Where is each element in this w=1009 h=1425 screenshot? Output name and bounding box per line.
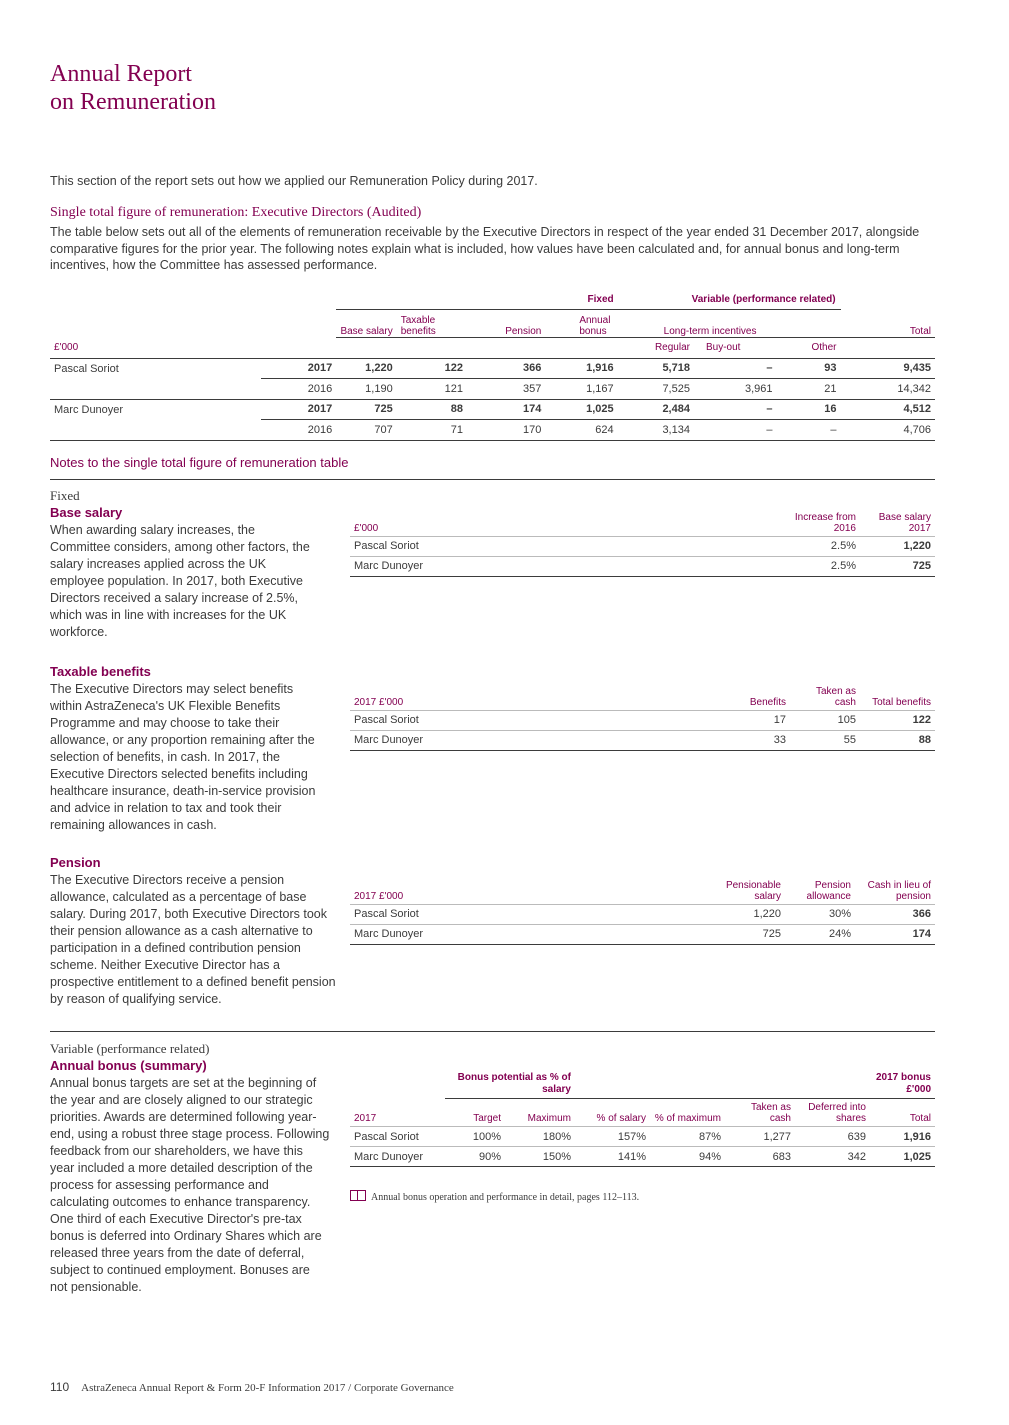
cell-total: 1,025 — [870, 1147, 935, 1167]
row-year: 2017 — [261, 358, 336, 379]
row-year: 2016 — [261, 420, 336, 441]
fixed-title: Fixed — [50, 488, 80, 503]
cell-target: 100% — [445, 1127, 505, 1147]
table-row — [350, 1127, 935, 1147]
cell-base: 1,190 — [336, 379, 397, 400]
base-salary-table — [350, 508, 935, 577]
page-footer — [50, 1380, 454, 1394]
col-lti: Long-term incentives — [618, 310, 841, 338]
bonus-reference[interactable] — [350, 1190, 639, 1203]
cell-total: 122 — [860, 710, 935, 730]
col-maximum: Maximum — [505, 1099, 575, 1127]
cell-other: 16 — [777, 399, 841, 420]
divider — [50, 479, 935, 480]
col-base-salary-2017: Base salary 2017 — [860, 508, 935, 536]
cell-taxable: 121 — [397, 379, 467, 400]
section-body: The table below sets out all of the elements of remuneration receivable by the Executive Directors in respect of the year ended 31 December 2017, alongside comparative figures for the prior year. The following notes explain what is included, how values have been calculated and, for annual bonus and long-term incentives, how the Committee has assessed performance. — [50, 225, 920, 272]
row-year: 2016 — [261, 379, 336, 400]
table-row — [350, 730, 935, 750]
taxable-benefits-table — [350, 682, 935, 751]
cell-annual: 624 — [545, 420, 617, 441]
unit-label: £'000 — [50, 338, 261, 359]
cell-pension: 357 — [467, 379, 545, 400]
page-title-line2: on Remuneration — [50, 89, 216, 115]
cell-buyout: – — [694, 358, 777, 379]
variable-title: Variable (performance related) — [50, 1041, 210, 1056]
table-row — [50, 399, 935, 420]
cell-allowance: 30% — [785, 904, 855, 924]
cell-other: 93 — [777, 358, 841, 379]
group-variable: Variable (performance related) — [691, 294, 836, 305]
cell-pct-salary: 157% — [575, 1127, 650, 1147]
cell-salary: 1,220 — [860, 536, 935, 556]
cell-taxable: 88 — [397, 399, 467, 420]
cell-allowance: 24% — [785, 924, 855, 944]
cell-other: – — [777, 420, 841, 441]
table-row — [350, 710, 935, 730]
cell-salary: 1,220 — [700, 904, 785, 924]
cell-total: 88 — [860, 730, 935, 750]
cell-increase: 2.5% — [770, 556, 860, 576]
cell-deferred: 639 — [795, 1127, 870, 1147]
cell-salary: 725 — [700, 924, 785, 944]
group-bonus-potential: Bonus potential as % of salary — [457, 1072, 571, 1095]
divider — [50, 1031, 935, 1032]
pension-table — [350, 876, 935, 945]
taxable-title: Taxable benefits — [50, 664, 151, 679]
col-benefits: Benefits — [710, 682, 790, 710]
col-pension-allowance: Pension allowance — [785, 876, 855, 904]
row-name: Pascal Soriot — [350, 536, 770, 556]
cell-total: 1,916 — [870, 1127, 935, 1147]
cell-buyout: – — [694, 399, 777, 420]
col-pensionable-salary: Pensionable salary — [700, 876, 785, 904]
taxable-body: The Executive Directors may select benefits within AstraZeneca's UK Flexible Benefits Programme and may choose to take their allowance, or any proportion remaining after the selection of benefits, in cash. In 2017, the Executive Directors selected benefits including healthcare insurance, death-in-service provision and advice in relation to tax and took their remaining allowances in cash. — [50, 682, 316, 832]
cell-benefits: 33 — [710, 730, 790, 750]
cell-buyout: 3,961 — [694, 379, 777, 400]
cell-base: 707 — [336, 420, 397, 441]
col-total-benefits: Total benefits — [860, 682, 935, 710]
cell-taxable: 122 — [397, 358, 467, 379]
cell-increase: 2.5% — [770, 536, 860, 556]
col-cash-in-lieu: Cash in lieu of pension — [855, 876, 935, 904]
table-row — [350, 536, 935, 556]
cell-cash: 55 — [790, 730, 860, 750]
row-name: Marc Dunoyer — [350, 924, 700, 944]
unit-label: 2017 £'000 — [350, 876, 700, 904]
group-2017-bonus: 2017 bonus £'000 — [875, 1072, 931, 1095]
cell-cash: 105 — [790, 710, 860, 730]
col-base-salary: Base salary — [336, 310, 397, 338]
cell-max: 150% — [505, 1147, 575, 1167]
row-name: Marc Dunoyer — [350, 556, 770, 576]
col-taken-cash: Taken as cash — [725, 1099, 795, 1127]
col-increase: Increase from 2016 — [770, 508, 860, 536]
unit-label: £'000 — [350, 508, 770, 536]
section-heading: Single total figure of remuneration: Executive Directors (Audited) — [50, 205, 422, 220]
cell-target: 90% — [445, 1147, 505, 1167]
row-name — [50, 420, 261, 441]
row-name: Marc Dunoyer — [350, 730, 710, 750]
cell-taxable: 71 — [397, 420, 467, 441]
col-taxable-benefits: Taxable benefits — [397, 310, 467, 338]
row-name — [50, 379, 261, 400]
unit-label: 2017 — [350, 1099, 445, 1127]
table-row — [350, 924, 935, 944]
bonus-body: Annual bonus targets are set at the beginning of the year and are closely aligned to our strategic priorities. Awards are determined following year-end, using a robust three stage process. Following feedback from our shareholders, we have this year included a more detailed description of the process for assessing performance and calculating outcomes to enhance transparency. One third of each Executive Director's pre-tax bonus is deferred into Ordinary Shares which are released three years from the date of deferral, subject to continued employment. Bonuses are not pensionable. — [50, 1076, 330, 1294]
col-total: Total — [841, 310, 936, 338]
col-annual-bonus: Annual bonus — [545, 310, 617, 338]
table-row — [350, 1147, 935, 1167]
row-name: Marc Dunoyer — [350, 1147, 445, 1167]
cell-pct-salary: 141% — [575, 1147, 650, 1167]
col-target: Target — [445, 1099, 505, 1127]
page-title — [50, 60, 216, 116]
base-salary-body: When awarding salary increases, the Committee considers, among other factors, the salary increases applied across the UK employee population. In 2017, both Executive Directors received a salary increase of 2.5%, which was in line with increases for the UK workforce. — [50, 523, 310, 639]
cell-regular: 5,718 — [618, 358, 694, 379]
cell-total: 4,512 — [841, 399, 936, 420]
row-name: Pascal Soriot — [350, 904, 700, 924]
footer-text: AstraZeneca Annual Report & Form 20-F Information 2017 / Corporate Governance — [81, 1382, 454, 1394]
col-total: Total — [870, 1099, 935, 1127]
col-other: Other — [777, 338, 841, 359]
row-name: Marc Dunoyer — [54, 403, 124, 416]
unit-label: 2017 £'000 — [350, 682, 710, 710]
cell-pct-max: 87% — [650, 1127, 725, 1147]
cell-annual: 1,916 — [545, 358, 617, 379]
cell-pension: 366 — [467, 358, 545, 379]
table-row — [350, 904, 935, 924]
cell-regular: 7,525 — [618, 379, 694, 400]
cell-cash: 366 — [855, 904, 935, 924]
cell-salary: 725 — [860, 556, 935, 576]
cell-pension: 170 — [467, 420, 545, 441]
bonus-title: Annual bonus (summary) — [50, 1058, 207, 1073]
col-pension: Pension — [467, 310, 545, 338]
pension-body: The Executive Directors receive a pension allowance, calculated as a percentage of base salary. During 2017, both Executive Directors took their pension allowance as a cash alternative to participation in a defined contribution pension scheme. Neither Executive Director has a prospective entitlement to a defined benefit pension by reason of qualifying service. — [50, 873, 336, 1006]
page-title-line1: Annual Report — [50, 61, 192, 87]
cell-deferred: 342 — [795, 1147, 870, 1167]
col-regular: Regular — [618, 338, 694, 359]
cell-benefits: 17 — [710, 710, 790, 730]
cell-regular: 3,134 — [618, 420, 694, 441]
cell-cash: 174 — [855, 924, 935, 944]
cell-annual: 1,167 — [545, 379, 617, 400]
group-fixed: Fixed — [587, 294, 614, 305]
cell-max: 180% — [505, 1127, 575, 1147]
table-row — [50, 358, 935, 379]
cell-regular: 2,484 — [618, 399, 694, 420]
table-row — [350, 556, 935, 576]
cell-buyout: – — [694, 420, 777, 441]
cell-annual: 1,025 — [545, 399, 617, 420]
cell-other: 21 — [777, 379, 841, 400]
table-row — [50, 379, 935, 400]
col-pct-maximum: % of maximum — [650, 1099, 725, 1127]
cell-pct-max: 94% — [650, 1147, 725, 1167]
row-name: Pascal Soriot — [350, 710, 710, 730]
row-name: Pascal Soriot — [350, 1127, 445, 1147]
cell-base: 725 — [336, 399, 397, 420]
cell-pension: 174 — [467, 399, 545, 420]
cell-cash: 683 — [725, 1147, 795, 1167]
book-icon — [350, 1190, 366, 1201]
cell-total: 9,435 — [841, 358, 936, 379]
single-total-figure-table — [50, 290, 935, 441]
col-deferred: Deferred into shares — [795, 1099, 870, 1127]
cell-total: 14,342 — [841, 379, 936, 400]
row-year: 2017 — [261, 399, 336, 420]
row-name: Pascal Soriot — [54, 362, 119, 375]
col-buyout: Buy-out — [694, 338, 777, 359]
bonus-reference-text: Annual bonus operation and performance in detail, pages 112–113. — [371, 1192, 640, 1203]
annual-bonus-table — [350, 1072, 935, 1167]
notes-heading: Notes to the single total figure of remuneration table — [50, 455, 349, 470]
cell-base: 1,220 — [336, 358, 397, 379]
pension-title: Pension — [50, 855, 101, 870]
page-number: 110 — [50, 1380, 70, 1394]
base-salary-title: Base salary — [50, 505, 123, 520]
col-pct-salary: % of salary — [575, 1099, 650, 1127]
table-row — [50, 420, 935, 441]
cell-cash: 1,277 — [725, 1127, 795, 1147]
col-taken-cash: Taken as cash — [790, 682, 860, 710]
intro-text: This section of the report sets out how we applied our Remuneration Policy during 2017. — [50, 174, 538, 188]
cell-total: 4,706 — [841, 420, 936, 441]
